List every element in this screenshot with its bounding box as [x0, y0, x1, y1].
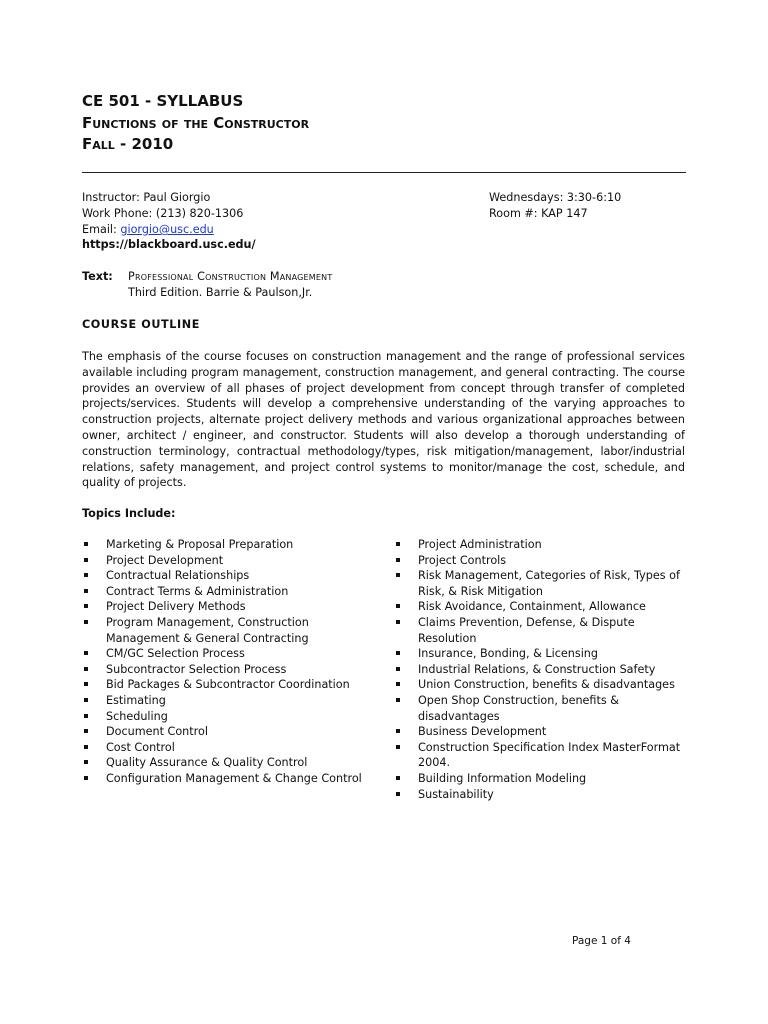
topic-label: CM/GC Selection Process	[106, 647, 245, 661]
topic-label: Estimating	[106, 693, 166, 707]
bullet-icon	[84, 714, 88, 718]
bullet-icon	[84, 729, 88, 733]
bullet-icon	[396, 792, 400, 796]
textbook-title: Professional Construction Management	[128, 270, 333, 283]
topic-item	[84, 771, 384, 787]
topic-label: Project Controls	[418, 553, 507, 567]
topic-label: Marketing & Proposal Preparation	[106, 538, 294, 551]
bullet-icon	[396, 604, 400, 608]
bullet-icon	[84, 604, 88, 608]
topic-label: Subcontractor Selection Process	[106, 662, 287, 676]
topic-item	[396, 537, 696, 553]
bullet-icon	[396, 620, 400, 624]
topic-label: Configuration Management & Change Control	[106, 771, 362, 785]
course-outline-heading: COURSE OUTLINE	[82, 318, 200, 331]
topic-item	[84, 693, 384, 709]
bullet-icon	[84, 620, 88, 624]
topic-label: Cost Control	[106, 740, 175, 754]
topic-item	[396, 646, 696, 662]
bullet-icon	[396, 776, 400, 780]
course-subtitle: Functions of the Constructor	[82, 114, 310, 132]
email-label: Email:	[82, 223, 121, 236]
email-link[interactable]: giorgio@usc.edu	[120, 223, 214, 236]
topic-label: Scheduling	[106, 709, 168, 723]
bullet-icon	[84, 776, 88, 780]
work-phone-line: Work Phone: (213) 820-1306	[82, 207, 244, 220]
topic-item	[84, 553, 384, 569]
topic-label: Quality Assurance & Quality Control	[106, 756, 308, 770]
topics-heading: Topics Include:	[82, 507, 176, 520]
bullet-icon	[396, 682, 400, 686]
bullet-icon	[84, 573, 88, 577]
topic-item	[396, 553, 696, 569]
topic-label: Bid Packages & Subcontractor Coordination	[106, 678, 350, 692]
topics-list-left	[84, 537, 384, 787]
topic-label: Project Delivery Methods	[106, 600, 246, 614]
bullet-icon	[84, 667, 88, 671]
topic-label: Program Management, Construction Management & General Contracting	[106, 615, 309, 645]
topic-label: Document Control	[106, 725, 208, 739]
topic-item	[396, 724, 696, 740]
topic-item	[396, 787, 696, 803]
topic-label: Open Shop Construction, benefits & disadvantages	[418, 693, 619, 723]
bullet-icon	[84, 760, 88, 764]
website-link[interactable]: https://blackboard.usc.edu/	[82, 238, 256, 251]
room-line: Room #: KAP 147	[489, 207, 588, 220]
bullet-icon	[84, 745, 88, 749]
topic-item	[396, 615, 696, 646]
course-term: Fall - 2010	[82, 135, 174, 153]
topic-label: Insurance, Bonding, & Licensing	[418, 647, 598, 661]
course-outline-paragraph: The emphasis of the course focuses on construction management and the range of professional services available including program management, construction management, and general contracting. The course provides an overview of all phases of project development from concept through transfer of completed projects/services. Students will develop a comprehensive understanding of the varying approaches to construction projects, alternate project delivery methods and various organizational approaches between owner, architect / engineer, and constructor. Students will also develop a thorough understanding of construction terminology, contractual methodology/types, risk mitigation/management, labor/industrial relations, safety management, and project control systems to monitor/manage the cost, schedule, and quality of projects.	[82, 350, 685, 490]
topic-label: Business Development	[418, 725, 547, 739]
bullet-icon	[396, 745, 400, 749]
topic-label: Claims Prevention, Defense, & Dispute Resolution	[418, 615, 635, 645]
topic-label: Contractual Relationships	[106, 569, 250, 583]
instructor-line: Instructor: Paul Giorgio	[82, 191, 211, 204]
bullet-icon	[84, 651, 88, 655]
bullet-icon	[396, 698, 400, 702]
bullet-icon	[84, 682, 88, 686]
topic-item	[84, 537, 384, 553]
topic-item	[84, 755, 384, 771]
topic-label: Building Information Modeling	[418, 771, 587, 785]
topic-item	[84, 662, 384, 678]
bullet-icon	[396, 573, 400, 577]
bullet-icon	[396, 667, 400, 671]
topic-label: Project Development	[106, 553, 224, 567]
topic-label: Construction Specification Index MasterFormat 2004.	[418, 740, 681, 770]
bullet-icon	[396, 558, 400, 562]
bullet-icon	[84, 542, 88, 546]
topic-item	[84, 584, 384, 600]
text-label: Text:	[82, 270, 113, 283]
topic-item	[84, 646, 384, 662]
topic-label: Project Administration	[418, 538, 542, 551]
topic-item	[84, 709, 384, 725]
topic-label: Union Construction, benefits & disadvantages	[418, 678, 675, 692]
bullet-icon	[396, 542, 400, 546]
header-divider	[82, 172, 686, 173]
bullet-icon	[396, 651, 400, 655]
topic-item	[396, 599, 696, 615]
topic-item	[84, 724, 384, 740]
topic-item	[84, 615, 384, 646]
topic-item	[84, 599, 384, 615]
topic-item	[84, 677, 384, 693]
bullet-icon	[84, 558, 88, 562]
bullet-icon	[396, 729, 400, 733]
topic-item	[396, 740, 696, 771]
schedule-line: Wednesdays: 3:30-6:10	[489, 191, 622, 204]
topic-label: Industrial Relations, & Construction Safety	[418, 662, 656, 676]
topic-label: Risk Avoidance, Containment, Allowance	[418, 600, 646, 614]
topic-label: Sustainability	[418, 787, 494, 801]
topic-item	[396, 568, 696, 599]
topic-item	[84, 568, 384, 584]
topic-item	[396, 677, 696, 693]
bullet-icon	[84, 698, 88, 702]
topic-item	[84, 740, 384, 756]
topic-label: Risk Management, Categories of Risk, Types of Risk, & Risk Mitigation	[418, 569, 680, 598]
topic-item	[396, 771, 696, 787]
course-title: CE 501 - SYLLABUS	[82, 92, 244, 110]
topic-item	[396, 662, 696, 678]
textbook-edition: Third Edition. Barrie & Paulson,Jr.	[128, 286, 313, 299]
topic-label: Contract Terms & Administration	[106, 584, 289, 598]
topics-list-right	[396, 537, 696, 802]
topic-item	[396, 693, 696, 724]
page-number: Page 1 of 4	[572, 935, 631, 947]
email-line	[82, 222, 214, 237]
bullet-icon	[84, 589, 88, 593]
